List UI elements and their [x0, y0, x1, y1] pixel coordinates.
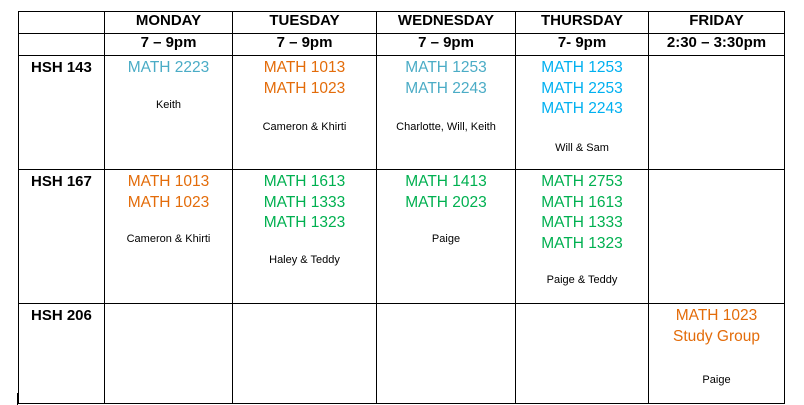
slot-thursday [516, 304, 649, 404]
slot-thursday [516, 56, 649, 170]
slot-wednesday [377, 304, 516, 404]
course-code: MATH 2223 [127, 59, 210, 76]
corner-cell [19, 12, 105, 34]
slot-wednesday [377, 56, 516, 170]
slot-thursday [516, 170, 649, 304]
day-header-thursday: THURSDAY [516, 12, 649, 34]
schedule-table [18, 11, 785, 404]
course-code: MATH 1023 [263, 79, 346, 97]
slot-tuesday [233, 304, 377, 404]
tutor-names: Paige [702, 374, 731, 387]
slot-friday [649, 56, 785, 170]
time-row [19, 34, 785, 56]
text-cursor [17, 393, 18, 405]
course-code: MATH 1613 [541, 193, 623, 211]
day-header-tuesday: TUESDAY [233, 12, 377, 34]
course-code: MATH 1333 [541, 214, 623, 232]
room-row [19, 170, 785, 304]
time-thursday: 7- 9pm [516, 34, 649, 56]
room-label: HSH 206 [19, 304, 105, 404]
course-code: MATH 2023 [405, 193, 487, 211]
day-header-wednesday: WEDNESDAY [377, 12, 516, 34]
time-tuesday: 7 – 9pm [233, 34, 377, 56]
time-corner [19, 34, 105, 56]
time-monday: 7 – 9pm [105, 34, 233, 56]
slot-friday [649, 170, 785, 304]
course-code: MATH 1333 [263, 193, 346, 211]
course-code: MATH 1323 [541, 234, 623, 252]
course-code: MATH 1013 [127, 173, 210, 190]
day-header-monday: MONDAY [105, 12, 233, 34]
course-code: MATH 2243 [405, 79, 487, 97]
course-code: MATH 1253 [541, 59, 623, 76]
room-label: HSH 143 [19, 56, 105, 170]
day-header-row [19, 12, 785, 34]
slot-tuesday [233, 56, 377, 170]
slot-monday [105, 56, 233, 170]
course-code: Study Group [672, 327, 761, 345]
course-code: MATH 2243 [541, 100, 623, 118]
tutor-names: Charlotte, Will, Keith [396, 121, 496, 134]
course-code: MATH 1023 [675, 307, 758, 324]
day-header-friday: FRIDAY [649, 12, 785, 34]
time-wednesday: 7 – 9pm [377, 34, 516, 56]
course-code: MATH 1013 [263, 59, 346, 76]
slot-monday [105, 304, 233, 404]
course-code: MATH 1023 [127, 193, 210, 211]
tutor-names: Cameron & Khirti [126, 233, 211, 246]
tutor-names: Will & Sam [555, 141, 609, 154]
tutor-names: Paige & Teddy [546, 274, 618, 287]
time-friday: 2:30 – 3:30pm [649, 34, 785, 56]
room-row [19, 304, 785, 404]
course-code: MATH 2253 [541, 79, 623, 97]
tutor-names: Paige [431, 233, 461, 246]
course-code: MATH 1323 [263, 214, 346, 232]
slot-wednesday [377, 170, 516, 304]
course-code: MATH 2753 [541, 173, 623, 190]
course-code: MATH 1413 [405, 173, 487, 190]
tutor-names: Cameron & Khirti [262, 121, 347, 134]
slot-monday [105, 170, 233, 304]
room-row [19, 56, 785, 170]
tutor-names: Keith [155, 98, 182, 111]
tutor-names: Haley & Teddy [269, 253, 340, 266]
course-code: MATH 1253 [405, 59, 487, 76]
room-label: HSH 167 [19, 170, 105, 304]
slot-friday [649, 304, 785, 404]
slot-tuesday [233, 170, 377, 304]
course-code: MATH 1613 [263, 173, 346, 190]
